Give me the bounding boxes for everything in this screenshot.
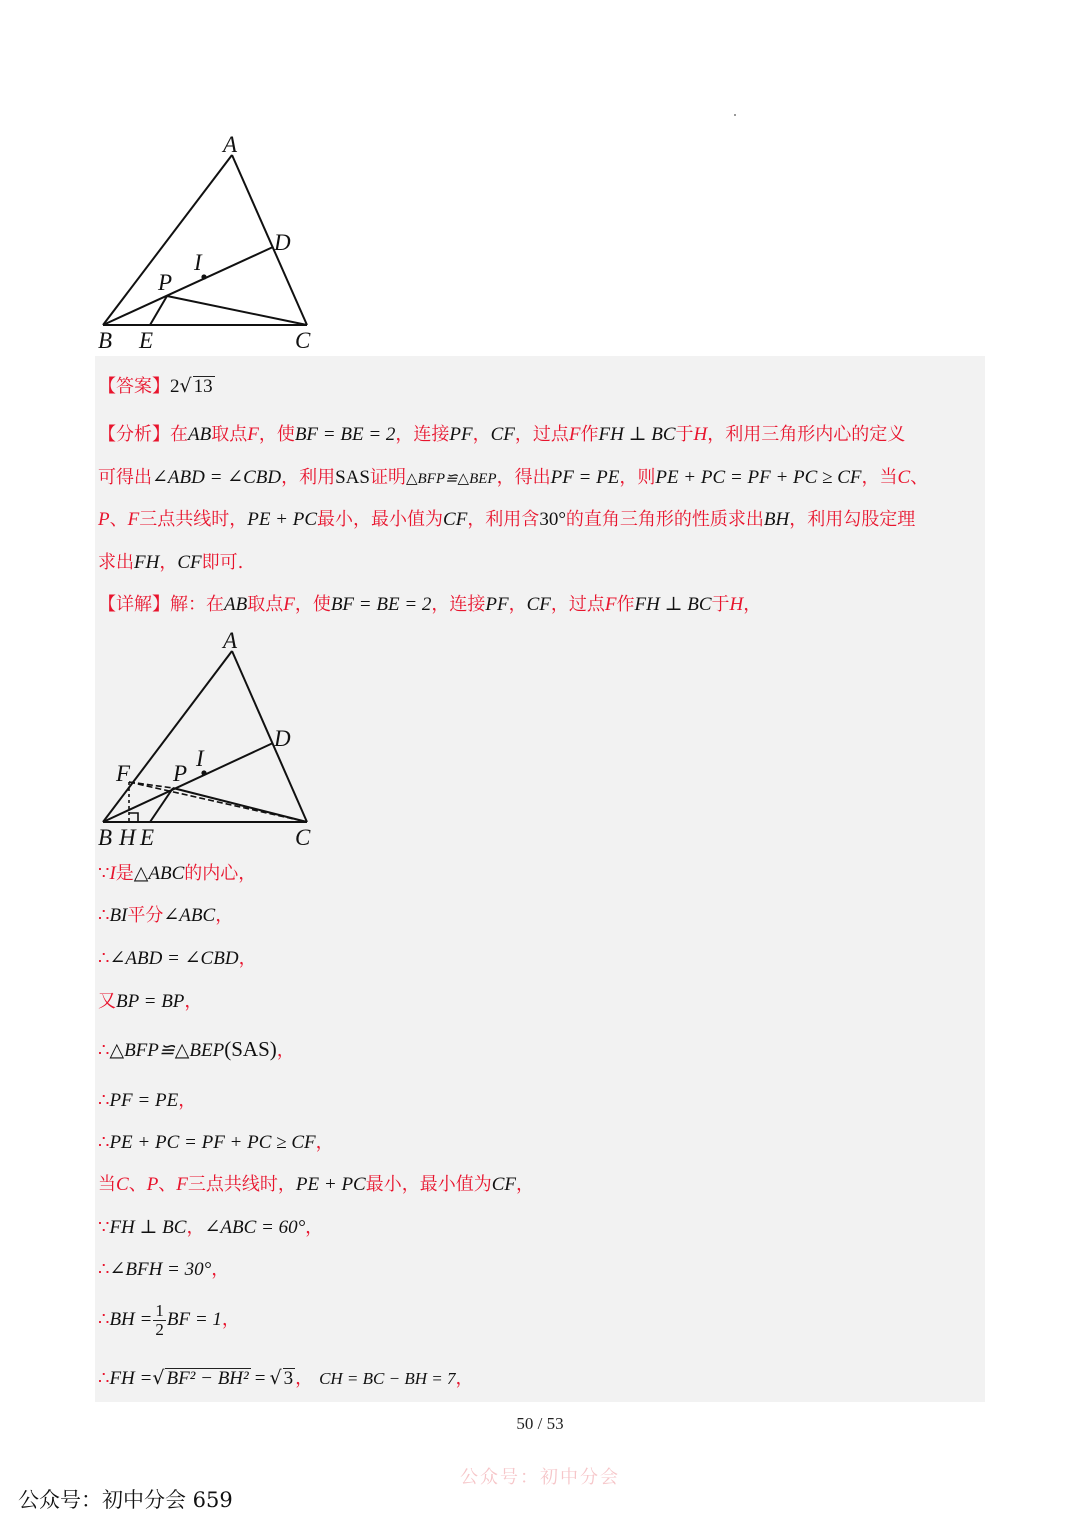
analysis-math: PF [449,424,473,445]
analysis-text: 于 [675,424,694,445]
solution-math: PF [485,594,509,615]
point-I [201,770,206,775]
answer-coef: 2 [170,376,180,397]
step-math: CH = BC − BH = 7 [319,1369,456,1388]
step-math: PF = PE [109,1090,179,1111]
analysis-text: ，当 [861,467,898,488]
analysis-math: PE + PC [247,509,318,530]
geometry-figure-1 [95,130,325,360]
step-text: 、 [158,1174,177,1195]
analysis-math: CF [490,424,515,445]
solution-math: F [604,594,617,615]
analysis-text: 、 [109,509,128,530]
step-text: ， [178,1090,197,1111]
segment-FC [129,782,307,822]
analysis-math: F [568,424,581,445]
solution-math: AB [224,594,248,615]
step-text: ∴ [98,1259,110,1280]
step-text: 三点共线时， [187,1174,296,1195]
label-C: C [295,328,311,353]
step-math: ∠BFH = 30° [109,1259,212,1280]
step-math: PE + PC = PF + PC ≥ CF [109,1132,316,1153]
analysis-tag: 【分析】 [98,424,170,445]
analysis-line-2 [98,466,928,490]
step-text: 又 [98,991,116,1012]
step-math: F [176,1174,188,1195]
page-number: 50 / 53 [516,1414,564,1433]
step-text: ， [305,1217,324,1238]
solution-text: 取点 [247,594,284,615]
solution-text: 作 [616,594,635,615]
analysis-text: 在 [170,424,188,445]
step-text: ， [238,948,257,969]
segment-AC [232,651,307,822]
step-text: ， [184,991,203,1012]
step-5 [98,1037,295,1061]
analysis-text: 作 [580,424,599,445]
step-math: CF [491,1174,516,1195]
analysis-math: CF [177,552,202,573]
radicand: BF² − BH² [166,1368,249,1389]
step-math: ∠ABD = ∠CBD [109,948,239,969]
analysis-math: △BFP≌△BEP [405,471,497,487]
solution-text: ，连接 [431,594,486,615]
segment-PE [150,788,173,822]
analysis-math: C [897,467,911,488]
step-math: ∠ABC [163,905,216,926]
step-12 [98,1364,473,1392]
step-math: FH = [109,1368,153,1389]
solution-math: CF [526,594,551,615]
step-math: FH ⊥ BC [109,1217,187,1238]
step-math: BI [109,905,128,926]
segment-AC [232,155,307,325]
analysis-math: AB [188,424,212,445]
step-text: ∴ [98,905,110,926]
watermark: 公众号：初中分会 [460,1467,620,1488]
step-text: 、 [128,1174,147,1195]
analysis-text: ，过点 [514,424,569,445]
solution-math: BF = BE = 2 [330,594,432,615]
radical-sign: √ [152,1367,165,1389]
radical-sign: √ [269,1367,282,1389]
step-text: ∴ [98,1132,110,1153]
solution-text: 于 [711,594,730,615]
analysis-text: 三点共线时， [139,509,248,530]
step-10 [98,1258,229,1282]
analysis-math: P [98,509,110,530]
label-D: D [274,230,291,255]
radical-sign: √ [179,375,192,397]
analysis-text: ，使 [258,424,295,445]
right-angle-mark [129,813,138,822]
step-math: (SAS) [224,1037,277,1061]
label-E: E [139,328,154,353]
solution-intro [98,593,761,617]
analysis-text: ，利用三角形内心的定义 [707,424,906,445]
point-I [201,274,206,279]
step-8 [98,1173,534,1197]
solution-text: 解：在 [170,594,224,615]
label-P: P [158,270,173,295]
analysis-text: ，利用勾股定理 [789,509,916,530]
step-math: PE + PC [295,1174,366,1195]
step-text: ∵ [98,863,110,884]
step-4 [98,990,202,1014]
step-text: ∵ [98,1217,110,1238]
step-text: ， [186,1217,205,1238]
analysis-math: FH [134,552,160,573]
analysis-text: 取点 [211,424,248,445]
analysis-math: SAS [335,467,370,488]
stray-dot [734,114,736,116]
answer-radicand: 13 [193,376,213,397]
step-11 [98,1300,240,1340]
figure-2-svg [95,626,325,854]
step-6 [98,1089,196,1113]
analysis-math: ∠ABD = ∠CBD [152,467,282,488]
step-text: ∴ [98,1309,110,1330]
analysis-math: BF = BE = 2 [294,424,396,445]
analysis-text: 即可. [201,552,244,573]
step-text: ∴ [98,1040,110,1061]
step-math: I [109,863,116,884]
step-1 [98,862,256,886]
step-3 [98,947,257,971]
step-math: = [254,1368,266,1389]
step-text: ， [455,1368,474,1389]
step-text: 最小，最小值为 [365,1174,492,1195]
step-text: 的内心， [184,863,257,884]
fraction-numerator: 1 [155,1300,164,1320]
step-2 [98,904,233,928]
analysis-math: PE + PC = PF + PC ≥ CF [655,467,862,488]
segment-AB [103,155,232,325]
step-text: ， [276,1040,295,1061]
analysis-math: F [247,424,259,445]
analysis-math: CF [443,509,468,530]
analysis-text: ， [472,424,491,445]
answer-line [98,374,215,398]
step-math: C [116,1174,129,1195]
analysis-line-3 [98,508,915,532]
label-I: I [194,250,202,275]
analysis-text: 、 [910,467,929,488]
analysis-math: H [693,424,708,445]
fraction-one-half [153,1302,166,1339]
step-math: BP = BP [116,991,185,1012]
analysis-math: PF = PE [550,467,620,488]
step-text: 平分 [127,905,164,926]
step-text: ， [215,905,234,926]
label-D: D [274,726,291,751]
solution-text: ，使 [294,594,331,615]
analysis-math: BH [763,509,790,530]
label-P: P [173,761,188,786]
analysis-text: ，利用 [281,467,336,488]
label-F: F [116,761,131,786]
analysis-math: F [127,509,140,530]
step-text: ， [211,1259,230,1280]
analysis-text: ，得出 [496,467,551,488]
analysis-text: ， [159,552,178,573]
radicand: 3 [283,1368,294,1389]
analysis-text: 的直角三角形的性质求出 [565,509,764,530]
analysis-text: ，连接 [395,424,450,445]
label-E: E [140,825,155,850]
step-text: ， [295,1368,314,1389]
analysis-math: FH ⊥ BC [598,424,676,445]
step-math: BH = [109,1309,153,1330]
step-9 [98,1216,323,1240]
analysis-text: 可得出 [98,467,152,488]
step-7 [98,1131,334,1155]
label-B: B [98,328,113,353]
analysis-text: 证明 [369,467,406,488]
analysis-text: ，利用含 [467,509,540,530]
step-text: ∴ [98,1090,110,1111]
step-text: ∴ [98,948,110,969]
step-math: △ABC [133,863,185,884]
step-text: ， [516,1174,534,1195]
label-A: A [223,132,238,157]
segment-PC [173,788,307,822]
analysis-line-4 [98,551,243,575]
solution-math: H [729,594,744,615]
solution-tag: 【详解】 [98,594,170,615]
label-B: B [98,825,113,850]
solution-math: F [283,594,295,615]
solution-math: FH ⊥ BC [634,594,712,615]
answer-tag: 【答案】 [98,376,170,397]
fraction-denominator: 2 [155,1319,164,1339]
analysis-math: 30° [539,509,566,530]
analysis-text: ，则 [619,467,656,488]
solution-text: ，过点 [550,594,605,615]
analysis-line-1 [98,423,905,447]
step-text: ∴ [98,1368,110,1389]
analysis-text: 最小，最小值为 [317,509,444,530]
solution-text: ， [508,594,527,615]
step-math: △BFP≌△BEP [109,1040,225,1061]
step-text: 是 [115,863,134,884]
footer-caption: 公众号：初中分会 659 [18,1488,233,1512]
segment-PC [167,296,307,325]
step-text: ， [221,1309,240,1330]
figure-1-svg [95,130,325,360]
solution-text: ， [743,594,762,615]
label-C: C [295,825,311,850]
analysis-text: 求出 [98,552,134,573]
label-A: A [223,628,238,653]
label-I: I [196,746,204,771]
step-math: BF = 1 [166,1309,222,1330]
geometry-figure-2 [95,626,325,854]
step-text: 当 [98,1174,116,1195]
step-text: ， [315,1132,334,1153]
label-H: H [119,825,136,850]
step-math: ∠ABC = 60° [204,1217,306,1238]
step-math: P [146,1174,159,1195]
